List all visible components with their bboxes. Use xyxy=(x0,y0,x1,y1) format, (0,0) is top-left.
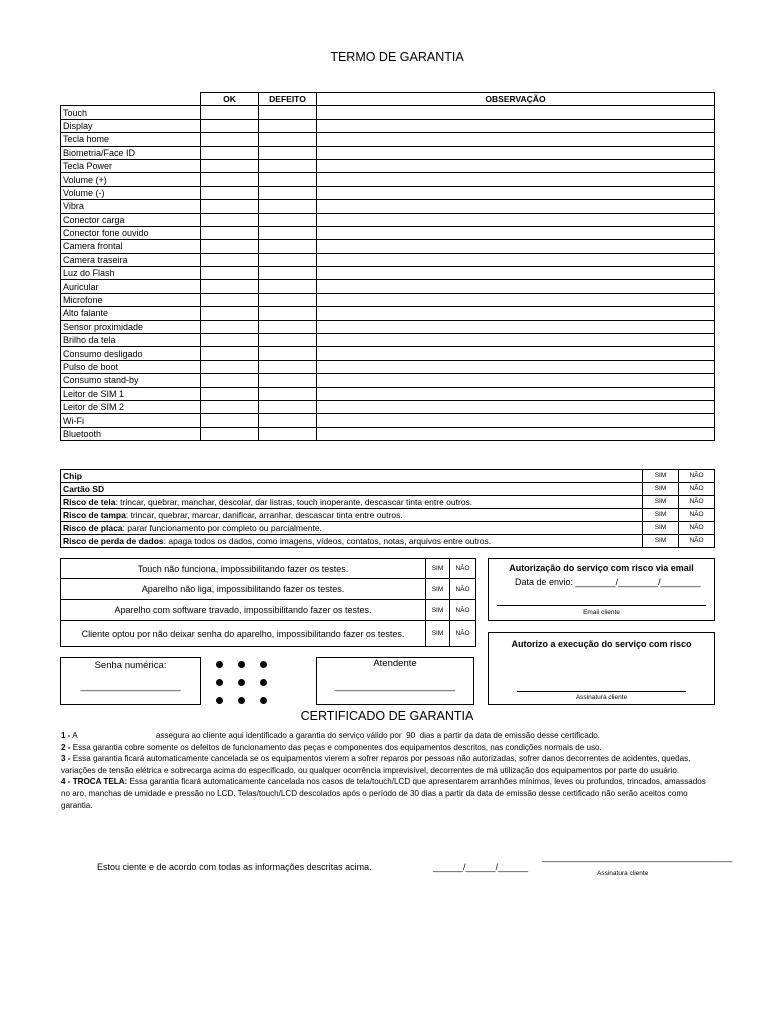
checklist-observacao-cell[interactable] xyxy=(317,159,715,172)
risk-description: : apaga todos os dados, como imagens, vídeos, contatos, notas, arquivos entre outros. xyxy=(163,536,492,546)
checklist-row xyxy=(61,334,715,347)
checklist-defeito-cell[interactable] xyxy=(259,334,317,347)
atendente-label: Atendente xyxy=(373,658,417,669)
certificate-clause xyxy=(61,730,711,742)
checklist-defeito-cell[interactable] xyxy=(259,213,317,226)
checklist-row xyxy=(61,387,715,400)
checklist-observacao-cell[interactable] xyxy=(317,186,715,199)
checklist-item-label: Vibra xyxy=(61,200,201,213)
checklist-defeito-cell[interactable] xyxy=(259,320,317,333)
pattern-dot[interactable] xyxy=(260,679,267,686)
checklist-item-label: Luz do Flash xyxy=(61,267,201,280)
client-signature-label: Assinatura cliente xyxy=(597,870,649,877)
checklist-item-label: Bluetooth xyxy=(61,427,201,440)
checklist-observacao-cell[interactable] xyxy=(317,320,715,333)
checklist-row xyxy=(61,347,715,360)
client-signature-line[interactable]: ______________________________________ xyxy=(542,852,733,862)
agreement-date[interactable]: ______/______/______ xyxy=(433,862,529,872)
checklist-observacao-cell[interactable] xyxy=(317,253,715,266)
risk-row xyxy=(61,496,715,509)
checklist-ok-cell[interactable] xyxy=(201,253,259,266)
risk-row xyxy=(61,509,715,522)
checklist-ok-cell[interactable] xyxy=(201,213,259,226)
risk-text xyxy=(61,535,643,548)
pattern-dot[interactable] xyxy=(216,697,223,704)
checklist-ok-cell[interactable] xyxy=(201,226,259,239)
clause-number: 3 - xyxy=(61,754,71,764)
risk-nao-option[interactable]: NÃO xyxy=(679,496,715,509)
checklist-observacao-cell[interactable] xyxy=(317,106,715,119)
checklist-ok-cell[interactable] xyxy=(201,387,259,400)
tests-table xyxy=(60,558,476,647)
checklist-observacao-cell[interactable] xyxy=(317,293,715,306)
checklist-item-label: Brilho da tela xyxy=(61,334,201,347)
clause-text: A assegura ao cliente aqui identificado a garantia do serviço válido por 90 dias a partir da data de emissão desse certificado. xyxy=(70,731,600,740)
checklist-row xyxy=(61,146,715,159)
header-defeito: DEFEITO xyxy=(259,93,317,106)
checklist-item-label: Leitor de SIM 1 xyxy=(61,387,201,400)
checklist-ok-cell[interactable] xyxy=(201,347,259,360)
checklist-observacao-cell[interactable] xyxy=(317,280,715,293)
checklist-observacao-cell[interactable] xyxy=(317,400,715,413)
risk-nao-option[interactable]: NÃO xyxy=(679,470,715,483)
test-nao-option[interactable]: NÃO xyxy=(450,600,476,621)
checklist-observacao-cell[interactable] xyxy=(317,427,715,440)
clause-text: Essa garantia cobre somente os defeitos de funcionamento das peças e componentes dos equipamentos descritos, nas condições normais de uso. xyxy=(70,742,602,752)
checklist-ok-cell[interactable] xyxy=(201,374,259,387)
test-text: Cliente optou por não deixar senha do aparelho, impossibilitando fazer os testes. xyxy=(61,621,426,647)
checklist-item-label: Wi-Fi xyxy=(61,414,201,427)
checklist-item-label: Tecla home xyxy=(61,133,201,146)
test-nao-option[interactable]: NÃO xyxy=(450,579,476,600)
checklist-item-label: Tecla Power xyxy=(61,159,201,172)
risk-nao-option[interactable]: NÃO xyxy=(679,483,715,496)
auth-risk-title: Autorizo a execução do serviço com risco xyxy=(511,639,692,649)
risk-sim-option[interactable]: SIM xyxy=(643,483,679,496)
checklist-ok-cell[interactable] xyxy=(201,293,259,306)
checklist-observacao-cell[interactable] xyxy=(317,334,715,347)
senha-label: Senha numérica: xyxy=(94,660,167,671)
checklist-defeito-cell[interactable] xyxy=(259,307,317,320)
checklist-ok-cell[interactable] xyxy=(201,320,259,333)
pattern-dot[interactable] xyxy=(238,661,245,668)
test-sim-option[interactable]: SIM xyxy=(426,579,450,600)
atendente-box xyxy=(316,657,474,705)
agreement-text: Estou ciente e de acordo com todas as informações descritas acima. xyxy=(97,862,372,872)
auth-risk-box xyxy=(488,632,715,705)
risk-nao-option[interactable]: NÃO xyxy=(679,522,715,535)
checklist-ok-cell[interactable] xyxy=(201,133,259,146)
atendente-line[interactable]: ________________________ xyxy=(334,681,456,691)
checklist-observacao-cell[interactable] xyxy=(317,213,715,226)
certificate-title: CERTIFICADO DE GARANTIA xyxy=(300,709,474,723)
risk-description: : trincar, quebrar, marcar, danificar, arranhar, descascar tinta entre outros. xyxy=(125,510,403,520)
checklist-item-label: Microfone xyxy=(61,293,201,306)
pattern-dot[interactable] xyxy=(238,679,245,686)
checklist-ok-cell[interactable] xyxy=(201,240,259,253)
auth-email-date[interactable]: Data de envio: ________/________/________ xyxy=(515,577,701,587)
auth-email-sig-line[interactable] xyxy=(497,605,706,606)
checklist-observacao-cell[interactable] xyxy=(317,146,715,159)
risk-label: Risco de tela xyxy=(63,497,116,507)
risk-text xyxy=(61,496,643,509)
risk-row xyxy=(61,522,715,535)
risk-label: Cartão SD xyxy=(63,484,105,494)
header-ok: OK xyxy=(201,93,259,106)
checklist-observacao-cell[interactable] xyxy=(317,374,715,387)
checklist-ok-cell[interactable] xyxy=(201,173,259,186)
pattern-dot[interactable] xyxy=(216,679,223,686)
checklist-item-label: Biometria/Face ID xyxy=(61,146,201,159)
checklist-defeito-cell[interactable] xyxy=(259,240,317,253)
checklist-ok-cell[interactable] xyxy=(201,267,259,280)
checklist-observacao-cell[interactable] xyxy=(317,347,715,360)
checklist-item-label: Touch xyxy=(61,106,201,119)
pattern-dot[interactable] xyxy=(216,661,223,668)
senha-line[interactable]: ____________________ xyxy=(80,681,181,691)
checklist-defeito-cell[interactable] xyxy=(259,267,317,280)
checklist-observacao-cell[interactable] xyxy=(317,387,715,400)
checklist-row xyxy=(61,374,715,387)
header-blank xyxy=(61,93,201,106)
page-title: TERMO DE GARANTIA xyxy=(330,50,464,64)
test-row xyxy=(61,621,476,647)
test-text: Touch não funciona, impossibilitando fazer os testes. xyxy=(61,559,426,579)
checklist-ok-cell[interactable] xyxy=(201,186,259,199)
checklist-row xyxy=(61,427,715,440)
pattern-lock-grid[interactable] xyxy=(213,659,273,709)
risk-label: Risco de placa xyxy=(63,523,123,533)
checklist-row xyxy=(61,400,715,413)
risk-row xyxy=(61,470,715,483)
test-row xyxy=(61,579,476,600)
checklist-defeito-cell[interactable] xyxy=(259,374,317,387)
checklist-observacao-cell[interactable] xyxy=(317,360,715,373)
test-sim-option[interactable]: SIM xyxy=(426,559,450,579)
checklist-item-label: Conector fone ouvido xyxy=(61,226,201,239)
checklist-defeito-cell[interactable] xyxy=(259,106,317,119)
checklist-defeito-cell[interactable] xyxy=(259,119,317,132)
checklist-row xyxy=(61,320,715,333)
pattern-dot[interactable] xyxy=(260,697,267,704)
risk-row xyxy=(61,483,715,496)
checklist-row xyxy=(61,200,715,213)
checklist-ok-cell[interactable] xyxy=(201,334,259,347)
checklist-ok-cell[interactable] xyxy=(201,106,259,119)
checklist-row xyxy=(61,414,715,427)
checklist-observacao-cell[interactable] xyxy=(317,226,715,239)
checklist-defeito-cell[interactable] xyxy=(259,133,317,146)
checklist-defeito-cell[interactable] xyxy=(259,360,317,373)
test-text: Aparelho com software travado, impossibilitando fazer os testes. xyxy=(61,600,426,621)
checklist-defeito-cell[interactable] xyxy=(259,387,317,400)
checklist-row xyxy=(61,213,715,226)
risk-label: Risco de perda de dados xyxy=(63,536,164,546)
checklist-observacao-cell[interactable] xyxy=(317,133,715,146)
risk-row xyxy=(61,535,715,548)
test-row xyxy=(61,600,476,621)
checklist-row xyxy=(61,173,715,186)
checklist-defeito-cell[interactable] xyxy=(259,400,317,413)
certificate-clause xyxy=(61,776,711,811)
checklist-row xyxy=(61,119,715,132)
checklist-item-label: Display xyxy=(61,119,201,132)
checklist-row xyxy=(61,267,715,280)
auth-risk-sig-label: Assinatura cliente xyxy=(575,694,628,701)
checklist-defeito-cell[interactable] xyxy=(259,146,317,159)
risk-text xyxy=(61,522,643,535)
clause-number: 4 - TROCA TELA: xyxy=(61,777,128,787)
checklist-item-label: Pulso de boot xyxy=(61,360,201,373)
auth-risk-sig-line[interactable] xyxy=(517,691,686,692)
risk-label: Chip xyxy=(63,471,82,481)
checklist-item-label: Conector carga xyxy=(61,213,201,226)
checklist-item-label: Consumo stand-by xyxy=(61,374,201,387)
risk-description: : trincar, quebrar, manchar, descolar, dar listras, touch inoperante, descascar tinta entre outros. xyxy=(115,497,473,507)
pattern-dot[interactable] xyxy=(238,697,245,704)
checklist-defeito-cell[interactable] xyxy=(259,347,317,360)
checklist-item-label: Volume (+) xyxy=(61,173,201,186)
checklist-row xyxy=(61,106,715,119)
auth-email-box xyxy=(488,558,715,621)
test-nao-option[interactable]: NÃO xyxy=(450,559,476,579)
certificate-clauses xyxy=(61,730,711,811)
checklist-ok-cell[interactable] xyxy=(201,360,259,373)
checklist-item-label: Camera frontal xyxy=(61,240,201,253)
checklist-observacao-cell[interactable] xyxy=(317,200,715,213)
checklist-item-label: Volume (-) xyxy=(61,186,201,199)
checklist-observacao-cell[interactable] xyxy=(317,267,715,280)
checklist-defeito-cell[interactable] xyxy=(259,427,317,440)
checklist-item-label: Consumo desligado xyxy=(61,347,201,360)
checklist-ok-cell[interactable] xyxy=(201,119,259,132)
checklist-ok-cell[interactable] xyxy=(201,200,259,213)
risk-text xyxy=(61,470,643,483)
risk-text xyxy=(61,483,643,496)
checklist-row xyxy=(61,360,715,373)
risk-sim-option[interactable]: SIM xyxy=(643,509,679,522)
checklist-ok-cell[interactable] xyxy=(201,146,259,159)
checklist-observacao-cell[interactable] xyxy=(317,414,715,427)
certificate-clause xyxy=(61,742,711,754)
checklist-observacao-cell[interactable] xyxy=(317,307,715,320)
clause-text: Essa garantia ficará automaticamente cancelada nos casos de tela/touch/LCD que apresentarem arranhões mínimos, leves ou profundos, trincados, amassados no aro, manchas de umidade e pressão no LCD. Telas/touch/LCD descolados após o período de 30 dias a partir da data de emissão desse certificado não serão aceitos como garantia. xyxy=(61,777,709,810)
checklist-row xyxy=(61,307,715,320)
risk-sim-option[interactable]: SIM xyxy=(643,522,679,535)
checklist-row xyxy=(61,253,715,266)
clause-text: Essa garantia ficará automaticamente cancelada se os equipamentos vierem a sofrer reparos por pessoas não autorizadas, sofrer danos decorrentes de acidentes, quedas, variações de tensão elétrica e sobrecarga acima do especificado, ou qualquer ocorrência imprevisível, decorrentes de má utilização dos equipamentos por parte do usuário. xyxy=(61,754,693,775)
checklist-defeito-cell[interactable] xyxy=(259,173,317,186)
clause-number: 1 - xyxy=(61,731,71,740)
header-observacao: OBSERVAÇÃO xyxy=(317,93,715,106)
checklist-row xyxy=(61,240,715,253)
risk-sim-option[interactable]: SIM xyxy=(643,470,679,483)
checklist-table xyxy=(60,92,715,441)
checklist-defeito-cell[interactable] xyxy=(259,293,317,306)
test-nao-option[interactable]: NÃO xyxy=(450,621,476,647)
checklist-defeito-cell[interactable] xyxy=(259,226,317,239)
certificate-clause xyxy=(61,753,711,776)
checklist-defeito-cell[interactable] xyxy=(259,253,317,266)
checklist-observacao-cell[interactable] xyxy=(317,119,715,132)
checklist-ok-cell[interactable] xyxy=(201,307,259,320)
checklist-row xyxy=(61,280,715,293)
test-sim-option[interactable]: SIM xyxy=(426,600,450,621)
risk-description: : parar funcionamento por completo ou parcialmente. xyxy=(122,523,322,533)
checklist-row xyxy=(61,159,715,172)
checklist-defeito-cell[interactable] xyxy=(259,186,317,199)
checklist-item-label: Alto falante xyxy=(61,307,201,320)
risks-table xyxy=(60,469,715,548)
test-row xyxy=(61,559,476,579)
risk-sim-option[interactable]: SIM xyxy=(643,496,679,509)
checklist-item-label: Camera traseira xyxy=(61,253,201,266)
checklist-ok-cell[interactable] xyxy=(201,159,259,172)
auth-email-sig-label: Email cliente xyxy=(583,609,620,616)
risk-text xyxy=(61,509,643,522)
checklist-defeito-cell[interactable] xyxy=(259,414,317,427)
checklist-defeito-cell[interactable] xyxy=(259,280,317,293)
checklist-item-label: Auricular xyxy=(61,280,201,293)
checklist-row xyxy=(61,133,715,146)
pattern-dot[interactable] xyxy=(260,661,267,668)
clause-number: 2 - xyxy=(61,742,71,752)
checklist-row xyxy=(61,293,715,306)
risk-nao-option[interactable]: NÃO xyxy=(679,509,715,522)
checklist-ok-cell[interactable] xyxy=(201,414,259,427)
checklist-ok-cell[interactable] xyxy=(201,400,259,413)
checklist-row xyxy=(61,226,715,239)
checklist-item-label: Sensor proximidade xyxy=(61,320,201,333)
risk-label: Risco de tampa xyxy=(63,510,126,520)
checklist-defeito-cell[interactable] xyxy=(259,200,317,213)
checklist-observacao-cell[interactable] xyxy=(317,240,715,253)
checklist-row xyxy=(61,186,715,199)
risk-nao-option[interactable]: NÃO xyxy=(679,535,715,548)
auth-email-title: Autorização do serviço com risco via email xyxy=(509,563,694,573)
risk-sim-option[interactable]: SIM xyxy=(643,535,679,548)
senha-box xyxy=(60,657,201,705)
checklist-ok-cell[interactable] xyxy=(201,280,259,293)
test-sim-option[interactable]: SIM xyxy=(426,621,450,647)
checklist-observacao-cell[interactable] xyxy=(317,173,715,186)
test-text: Aparelho não liga, impossibilitando fazer os testes. xyxy=(61,579,426,600)
checklist-defeito-cell[interactable] xyxy=(259,159,317,172)
checklist-ok-cell[interactable] xyxy=(201,427,259,440)
checklist-item-label: Leitor de SIM 2 xyxy=(61,400,201,413)
